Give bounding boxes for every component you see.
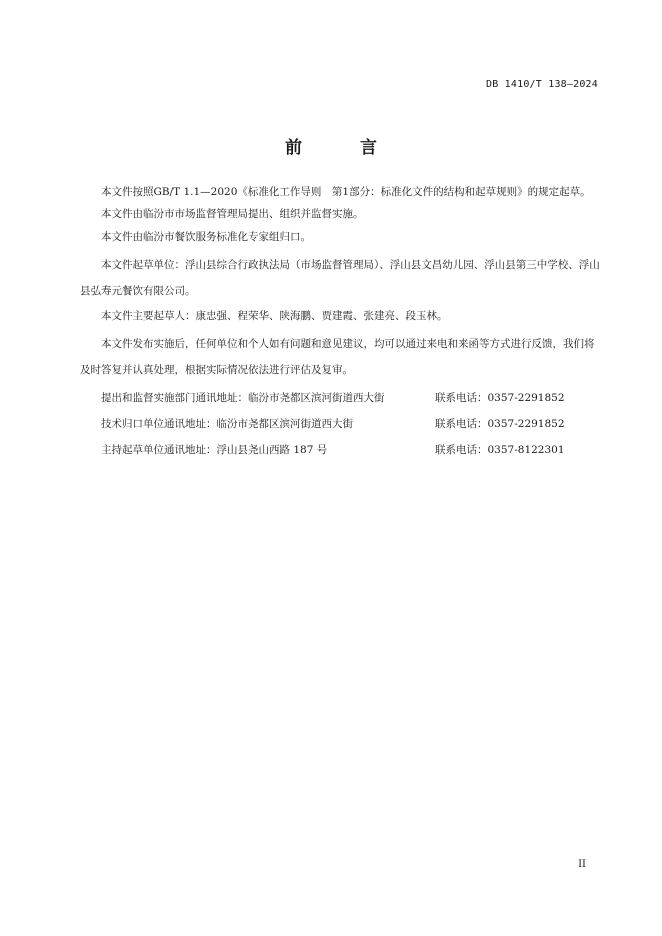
contact-row	[80, 411, 600, 437]
contact-row	[80, 437, 600, 463]
contact-address: 主持起草单位通讯地址：浮山县尧山西路 187 号	[101, 444, 328, 456]
document-id: DB 1410/T 138—2024	[486, 79, 598, 90]
contact-row	[80, 385, 600, 411]
contact-phone: 联系电话：0357-8122301	[435, 444, 565, 456]
page-title: 前 言	[285, 138, 403, 158]
contact-list	[80, 385, 600, 463]
paragraph-proposer: 本文件由临汾市市场监督管理局提出、组织并监督实施。	[101, 208, 364, 220]
contact-phone: 联系电话：0357-2291852	[435, 392, 565, 404]
paragraph-centralized-unit: 本文件由临汾市餐饮服务标准化专家组归口。	[101, 231, 311, 243]
contact-address: 提出和监督实施部门通讯地址：临汾市尧都区滨河街道西大街	[101, 392, 385, 404]
page-number: II	[578, 859, 586, 870]
paragraph-drafting-units: 本文件起草单位：浮山县综合行政执法局（市场监督管理局）、浮山县文昌幼儿园、浮山县第三中学校、浮山县弘寿元餐饮有限公司。	[80, 259, 600, 297]
paragraph-drafting-basis: 本文件按照GB/T 1.1—2020《标准化工作导则 第1部分：标准化文件的结构和起草规则》的规定起草。	[101, 186, 591, 198]
contact-address: 技术归口单位通讯地址：临汾市尧都区滨河街道西大街	[101, 418, 353, 430]
document-body	[80, 184, 600, 463]
paragraph-feedback: 本文件发布实施后，任何单位和个人如有问题和意见建议，均可以通过来电和来函等方式进行反馈，我们将及时答复并认真处理，根据实际情况依法进行评估及复审。	[80, 338, 595, 376]
contact-phone: 联系电话：0357-2291852	[435, 418, 565, 430]
paragraph-drafters: 本文件主要起草人：康忠强、程荣华、陕海鹏、贾建霞、张建亮、段玉林。	[101, 310, 448, 322]
